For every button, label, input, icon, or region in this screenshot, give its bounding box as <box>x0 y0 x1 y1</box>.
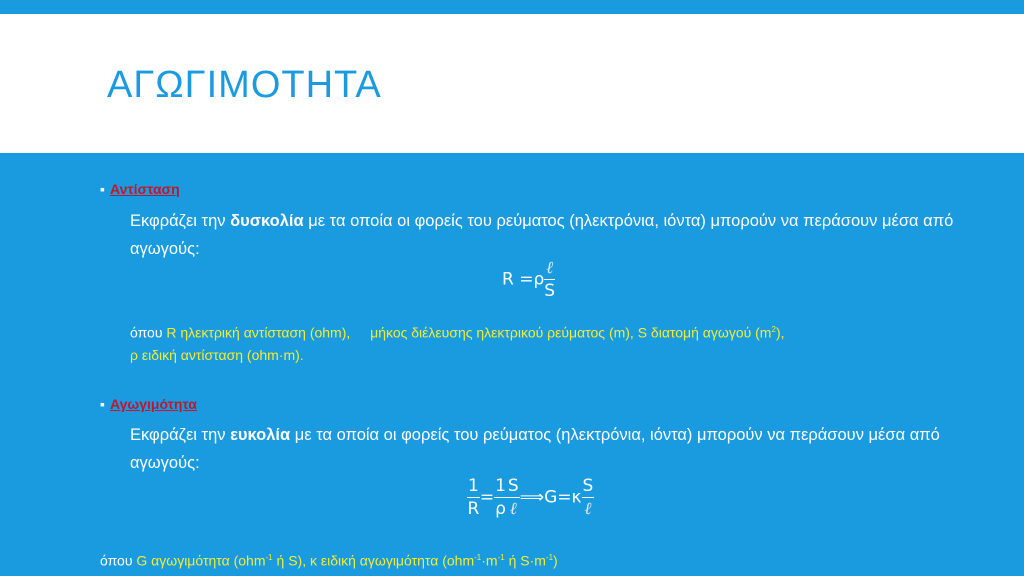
text-part: Εκφράζει την <box>130 212 231 230</box>
eq-equals: = <box>479 487 495 508</box>
eq-equals: = <box>557 487 572 508</box>
note-prefix: όπου <box>130 324 167 341</box>
slide-content <box>0 153 1024 576</box>
eq-num: S <box>582 476 594 496</box>
eq-den: R <box>467 499 480 519</box>
note-length: μή <box>370 324 387 341</box>
eq-den: S <box>544 281 556 301</box>
eq-r: R <box>502 269 514 290</box>
bold-word: ευκολία <box>230 426 291 444</box>
eq-den: ℓ <box>509 499 517 519</box>
eq-frac-s-l <box>507 475 520 520</box>
bullet-icon: ▪ <box>100 396 105 412</box>
resistance-note <box>130 319 785 366</box>
eq-g: G <box>544 487 558 508</box>
eq-frac-1-rho <box>494 475 507 520</box>
bullet-resistance <box>100 181 180 197</box>
eq-equals: = <box>519 269 534 290</box>
note-kappa: ή S), κ ειδική αγωγιμότητα (ohm <box>272 552 475 569</box>
eq-den: ℓ <box>584 499 592 519</box>
resistance-equation <box>502 257 555 302</box>
note-m: ·m <box>481 552 498 569</box>
bullet-icon: ▪ <box>100 181 105 197</box>
eq-fraction <box>544 257 555 302</box>
conductance-note <box>100 547 558 572</box>
eq-num: ℓ <box>546 258 554 278</box>
note-sup: -1 <box>265 553 273 562</box>
section-label-resistance: Αντίσταση <box>110 181 180 197</box>
resistance-description <box>130 207 990 263</box>
title-header <box>0 14 1024 153</box>
text-part: με τα οποία οι φορείς του ρεύματος (ηλεκτρόνια, ιόντα) μπορούν να περάσουν μέσα από αγωγούς: <box>130 426 940 472</box>
text-part: Εκφράζει την <box>130 426 231 444</box>
note-length-rest: κος διέλευσης ηλεκτρικού ρεύματος (m), S διατομή αγωγού (m <box>386 324 772 341</box>
eq-kappa: κ <box>571 487 582 508</box>
eq-frac-s-l-2 <box>582 475 595 520</box>
eq-den: ρ <box>495 499 506 519</box>
note-s: ή S·m <box>504 552 546 569</box>
note-sup: -1 <box>545 553 554 562</box>
section-label-conductance: Αγωγιμότητα <box>110 396 197 412</box>
text-part: με τα οποία οι φορείς του ρεύματος (ηλεκτρόνια, ιόντα) μπορούν να περάσουν μέσα από αγωγούς: <box>130 212 954 258</box>
eq-frac-1-r <box>467 475 480 520</box>
note-sup: -1 <box>497 553 505 562</box>
eq-num: 1 <box>495 476 506 496</box>
note-end: ), <box>775 324 785 341</box>
note-r: R ηλεκτρική αντίσταση (ohm), <box>166 324 351 341</box>
bold-word: δυσκολία <box>230 212 304 230</box>
note-sup: -1 <box>474 553 482 562</box>
top-accent-bar <box>0 0 1024 14</box>
bullet-conductance <box>100 396 197 412</box>
note-rho: ρ ειδική αντίσταση (ohm·m). <box>130 346 304 363</box>
note-g: G αγωγιμότητα (ohm <box>136 552 266 569</box>
eq-num: S <box>507 476 519 496</box>
slide-title: ΑΓΩΓΙΜΟΤΗΤΑ <box>107 64 382 106</box>
note-close: ) <box>553 552 558 569</box>
note-prefix: όπου <box>100 552 137 569</box>
conductance-equation <box>467 475 594 520</box>
eq-num: 1 <box>468 476 479 496</box>
eq-implies: ⟹ <box>519 487 545 508</box>
conductance-description <box>130 421 990 477</box>
eq-rho: ρ <box>533 269 545 290</box>
note-sup: 2 <box>771 325 776 334</box>
